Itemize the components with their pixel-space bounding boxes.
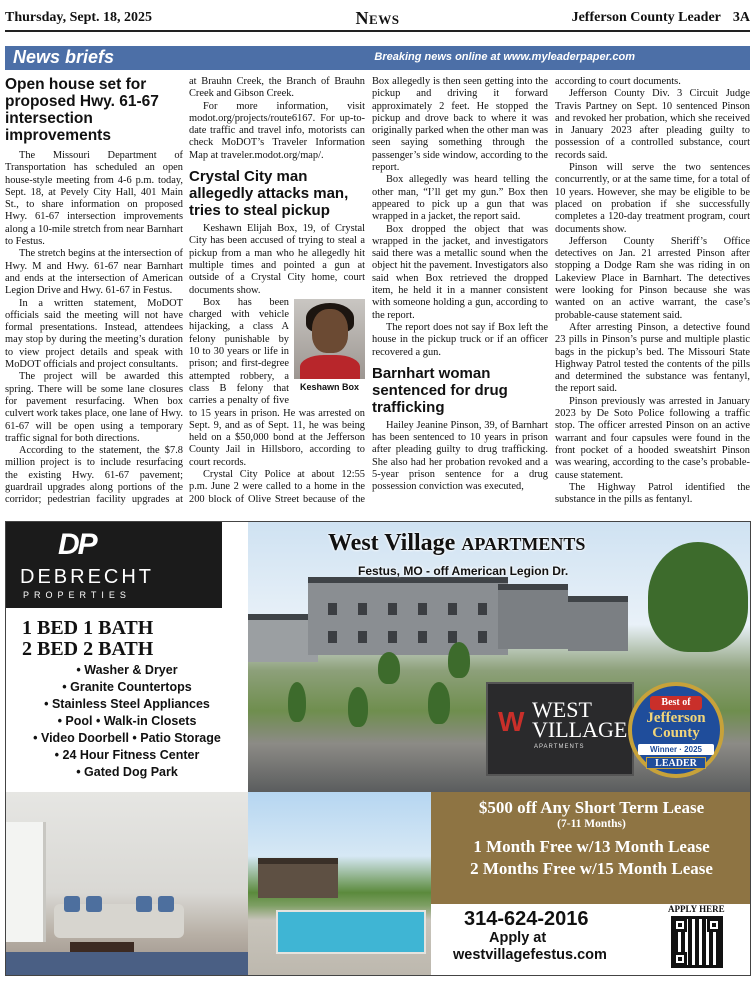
website-link[interactable]: westvillagefestus.com xyxy=(453,947,607,963)
sign-logo-icon: W xyxy=(498,706,525,737)
story1-p7: For more information, visit modot.org/projects/route6167. For up-to-date traffic and travel info, motorists can check MoDOT’s Traveler Information Map at traveler.modot.org/map/. xyxy=(189,100,365,161)
story2-p2: Box has been charged with vehicle hijacking, a class A felony punishable by 10 to 30 years or life in prison; and first-degree attempted robbery, a class B felony that carries a penalty of five to 15 years in prison. He was arrested on Sept. 9, and as of Sept. 11, he was being held on a $50,000 bond at the Jefferson County Jail in Hillsboro, according to court records. xyxy=(189,296,365,468)
amenity: • Stainless Steel Appliances xyxy=(44,697,210,711)
column-1 xyxy=(5,76,183,506)
unit-types xyxy=(22,618,153,660)
mugshot xyxy=(294,299,365,393)
story3-p1: Hailey Jeanine Pinson, 39, of Barnhart has been sentenced to 10 years in prison after pleading guilty to drug trafficking. She also had her probation revoked and a 5-year prison sentence for a drug possession conviction was executed, xyxy=(372,419,548,493)
story1-headline: Open house set for proposed Hwy. 61-67 intersection improvements xyxy=(5,76,159,144)
story2-p5: Box allegedly is then seen getting into the pickup and driving it forward approximately 2 feet. He stopped the pickup and drove back to where it was originally parked when the other man was seen saying something through the passenger’s side window, according to the report. xyxy=(372,76,548,174)
ad-location: Festus, MO - off American Legion Dr. xyxy=(358,564,569,578)
badge-brand: LEADER xyxy=(646,757,706,769)
story1-p4: The project will be awarded this spring. There will be some lane closures for pavement resurfacing. When box culvert work takes place, one lane of Hwy. 61-67 will be open using a temporary traffic signal for both directions. xyxy=(5,371,183,444)
story2-p8: The report does not say if Box left the house in the pickup truck or if an officer recovered a gun. xyxy=(372,321,548,358)
pool-photo xyxy=(248,792,431,975)
tree xyxy=(648,542,748,652)
complex-photo xyxy=(248,522,751,792)
page-number: 3A xyxy=(732,10,750,25)
amenity: • Washer & Dryer xyxy=(76,663,178,677)
west-village-ad xyxy=(5,521,751,976)
offer-15-month: 2 Months Free w/15 Month Lease xyxy=(470,859,713,878)
amenity: • Video Doorbell • Patio Storage xyxy=(33,731,221,745)
ad-title xyxy=(328,530,585,557)
story2-p6: Box allegedly was heard telling the other man, “I’ll get my gun.” Box then appeared to pick up a gun that was wrapped in a jacket, the report said. xyxy=(372,174,548,223)
contact-block xyxy=(431,904,751,975)
best-of-badge xyxy=(628,682,724,778)
amenity: • Granite Countertops xyxy=(62,680,192,694)
story2-headline: Crystal City man allegedly attacks man, tries to steal pickup xyxy=(189,168,349,220)
news-briefs-banner xyxy=(5,46,750,70)
mugshot-photo xyxy=(294,299,365,379)
story3-p4: Pinson will serve the two sentences concurrently, or at the same time, for a total of 10 years. However, she may be eligible to be placed on probation if she successfully completes a 120-day treatment program, court documents show. xyxy=(555,162,750,235)
building xyxy=(498,584,568,649)
ad-left-panel xyxy=(6,522,248,792)
qr-code-icon[interactable] xyxy=(671,916,723,968)
mugshot-caption: Keshawn Box xyxy=(299,381,359,392)
amenities-list xyxy=(6,662,248,781)
badge-main: Jefferson County xyxy=(646,710,706,741)
story1-p2: The stretch begins at the intersection of Hwy. M and Hwy. 61-67 near Barnhart and ends at the intersection of American Legion Drive and Hwy. 61-67 in Festus. xyxy=(5,248,183,297)
story3-headline: Barnhart woman sentenced for drug trafficking xyxy=(372,364,508,416)
debrecht-logo xyxy=(6,522,222,608)
story2-p7: Box dropped the object that was wrapped in the jacket, and investigators said there was a metallic sound when the object hit the pavement. Investigators also said when Box retrieved the dropped item, he held it in a manner consistent with someone holding a gun, according to the report. xyxy=(372,223,548,321)
building xyxy=(308,577,508,655)
paper-title: Jefferson County Leader xyxy=(571,10,721,25)
amenity: • Gated Dog Park xyxy=(76,765,178,779)
column-4 xyxy=(555,76,750,506)
banner-title: News briefs xyxy=(13,47,115,67)
story3-p8: The Highway Patrol identified the substance in the pills as fentanyl. xyxy=(555,481,750,506)
sign-sub: APARTMENTS xyxy=(534,744,585,750)
issue-date: Thursday, Sept. 18, 2025 xyxy=(5,10,153,25)
story1-p3: In a written statement, MoDOT officials said the meeting will not have formal presentations. Instead, attendees may stop by during the meeting’s duration to view project details and speak with MoDOT officials and project consultants. xyxy=(5,297,183,371)
phone-number[interactable]: 314-624-2016 xyxy=(464,908,589,930)
offer-short-term: $500 off Any Short Term Lease xyxy=(478,798,705,817)
tree xyxy=(288,682,306,722)
column-3 xyxy=(372,76,548,506)
company-name: DEBRECHT xyxy=(20,566,155,588)
column-2 xyxy=(189,76,365,506)
entrance-sign xyxy=(486,682,634,776)
tree xyxy=(428,682,450,724)
offer-13-month: 1 Month Free w/13 Month Lease xyxy=(473,837,710,856)
lease-offers xyxy=(431,792,751,904)
unit-type-2: 2 BED 2 BATH xyxy=(22,638,154,660)
masthead xyxy=(5,8,750,32)
story1-p1: The Missouri Department of Transportation has scheduled an open house-style meeting from 4-6 p.m. today, Sept. 18, at Pevely City Hall, 401 Main St., to share information on proposed Hwy. 61-67 intersection improvements along a 10-mile stretch from near Barnhart to Festus. xyxy=(5,150,183,248)
story1-p6: at Brauhn Creek, the Branch of Brauhn Creek and Gibson Creek. xyxy=(189,76,365,100)
banner-link[interactable]: Breaking news online at www.myleaderpaper.com xyxy=(374,51,635,63)
story3-p3: Jefferson County Div. 3 Circuit Judge Travis Partney on Sept. 10 sentenced Pinson and revoked her probation, which she received in January 2023 after pleading guilty to possession of a controlled substance, court records said. xyxy=(555,88,750,161)
amenity: • 24 Hour Fitness Center xyxy=(54,748,200,762)
dp-logo-mark: DP xyxy=(58,528,96,561)
ad-title-suffix: APARTMENTS xyxy=(461,534,586,554)
unit-type-1: 1 BED 1 BATH xyxy=(22,617,154,639)
paper-name xyxy=(572,10,750,26)
amenity: • Pool • Walk-in Closets xyxy=(57,714,197,728)
story1-p5: According to the statement, the $7.8 million project is to include resurfacing the existing Hwy. 61-67 pavement; guardrail upgrades along portions of the corridor; pedestrian facility upgrades at xyxy=(5,445,183,506)
story2-p1: Keshawn Elijah Box, 19, of Crystal City has been accused of trying to steal a pickup from a man who he allegedly hit multiple times and pointed a gun at outside of a Crystal City home, court documents show. xyxy=(189,223,365,296)
badge-top: Best of xyxy=(650,696,702,710)
living-room-photo xyxy=(6,792,248,975)
badge-year: Winner · 2025 xyxy=(638,744,714,755)
section-name: News xyxy=(355,8,400,28)
story3-p2: according to court documents. xyxy=(555,76,681,87)
sign-text: WEST VILLAGE xyxy=(532,697,628,742)
story3-p7: Pinson previously was arrested in January 2023 by De Soto Police following a traffic stop. The officer arrested Pinson on an active warrant and four capsules were found in the front pocket of a hooded sweatshirt Pinson was wearing, according to the case’s probable-cause statement. xyxy=(555,395,750,481)
apply-label: Apply at xyxy=(489,930,547,946)
company-sub: PROPERTIES xyxy=(23,590,131,600)
ad-title-main: West Village xyxy=(328,530,456,556)
apply-here-label: APPLY HERE xyxy=(668,904,725,914)
story3-p5: Jefferson County Sheriff’s Office detectives on Jan. 21 arrested Pinson after stopping a Dodge Ram she was riding in on Lakeview Place in Barnhart. The detectives were looking for Pinson because she was wanted on an active warrant, the case’s probable-cause statement said. xyxy=(555,235,750,321)
tree xyxy=(378,652,400,684)
tree xyxy=(348,687,368,727)
offer-short-term-months: (7-11 Months) xyxy=(557,818,626,830)
building xyxy=(568,596,628,651)
tree xyxy=(448,642,470,678)
story2-p3: Crystal City Police at about 12:55 p.m. June 2 were called to a home in the 200 block of Olive Street because of the xyxy=(189,469,365,505)
story3-p6: After arresting Pinson, a detective found 23 pills in Pinson’s purse and multiple plastic bags in the pickup’s bed. The Missouri State Highway Patrol tested the contents of the pills and determined the substance was fentanyl, the report said. xyxy=(555,321,750,395)
